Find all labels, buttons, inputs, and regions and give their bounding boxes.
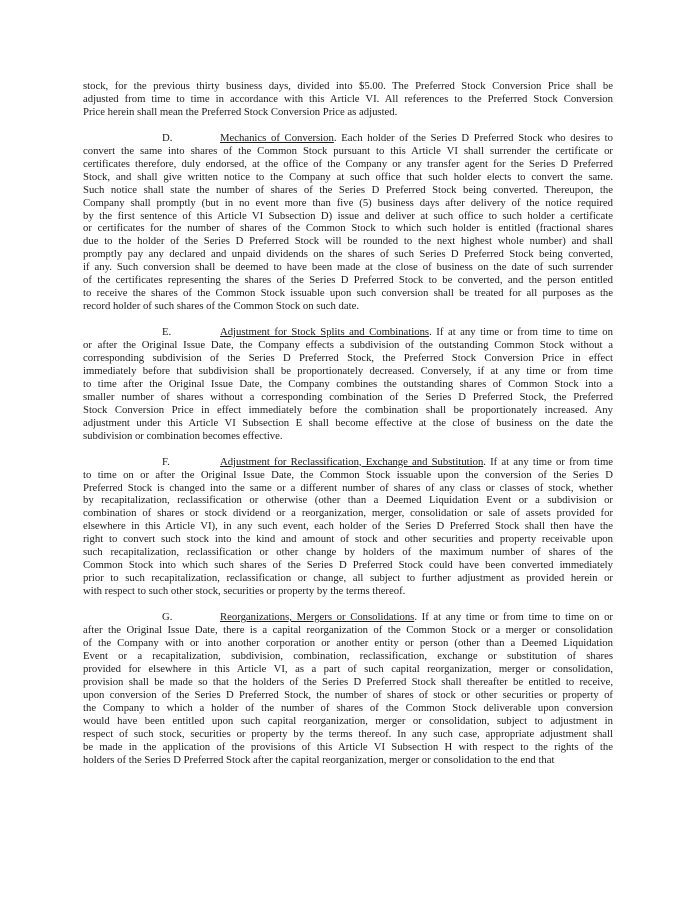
text-line: prior to such recapitalization, reclassification or change, all subject to further adjustment as provided herein or [83, 572, 613, 585]
document-body [83, 80, 613, 779]
paragraph-d [83, 132, 613, 313]
text-line: upon conversion of the Series D Preferred Stock, the number of shares of stock or other securities or property of [83, 688, 613, 701]
section-heading: Mechanics of Conversion [220, 131, 334, 144]
text-line: subdivision or combination becomes effective. [83, 429, 283, 442]
paragraph-f [83, 456, 613, 598]
text-line: or certificates for the number of shares of the Common Stock to which such holder is entitled (fractional shares [83, 222, 613, 235]
section-heading: Adjustment for Stock Splits and Combinations [220, 326, 430, 339]
text-line: such recapitalization, reclassification or other change by holders of the maximum number of shares of the [83, 546, 613, 559]
text-line: to time on or after the Original Issue Date, the Common Stock issuable upon the conversion of the Series D [83, 468, 613, 481]
text-line: provision shall be made so that the holders of the Series D Preferred Stock shall thereafter be entitled to receive, [83, 675, 613, 688]
text-line: due to the holder of the Series D Preferred Stock will be rounded to the next highest whole number) and shall [83, 235, 613, 248]
text-line: convert the same into shares of the Common Stock pursuant to this Article VI shall surrender the certificate or [83, 144, 613, 157]
text-line: Stock Conversion Price in effect immediately before the combination shall be proportionately increased. Any [83, 403, 613, 416]
section-letter: D. [162, 131, 173, 144]
paragraph-intro [83, 80, 613, 119]
paragraph-first-line [83, 326, 613, 339]
paragraph-e [83, 326, 613, 443]
text-line: promptly pay any declared and unpaid dividends on the shares of such Series D Preferred Stock being converted, [83, 248, 613, 261]
paragraph-first-line [83, 132, 613, 145]
text-line: with respect to such other stock, securities or property by the terms thereof. [83, 585, 406, 598]
text-line: be made in the application of the provisions of this Article VI Subsection H with respect to the rights of the [83, 740, 613, 753]
text-line: Event or a recapitalization, subdivision, combination, reclassification, exchange or substitution of shares [83, 649, 613, 662]
text-line: Preferred Stock is changed into the same or a different number of shares of any class or classes of stock, whether [83, 481, 613, 494]
text-line: immediately before that subdivision shall be proportionately decreased. Conversely, if at any time or from time [83, 364, 613, 377]
text-line: adjusted from time to time in accordance with this Article VI. All references to the Preferred Stock Conversion [83, 92, 613, 105]
text-line: if any. Such conversion shall be deemed to have been made at the close of business on the date of such surrender [83, 261, 613, 274]
text-line: Company shall promptly (but in no event more than five (5) business days after delivery of the notice required [83, 196, 613, 209]
text-line: combination of shares or stock dividend or a reorganization, merger, consolidation or sale of assets provided for [83, 507, 613, 520]
first-line-text: . If at any time or from time [483, 455, 614, 468]
text-line: to time after the Original Issue Date, the Company combines the outstanding shares of Common Stock into a [83, 377, 613, 390]
text-line: the Company to which a holder of the number of shares of the Common Stock deliverable upon conversion [83, 701, 613, 714]
text-line: Common Stock into which such shares of the Series D Preferred Stock could have been converted immediately [83, 559, 613, 572]
text-line: certificates therefore, duly endorsed, at the office of the Company or any transfer agent for the Series D Preferred [83, 157, 613, 170]
paragraph-first-line [83, 456, 613, 469]
text-line: of the Company with or into another corporation or another entity or person (other than a Deemed Liquidation [83, 636, 613, 649]
text-line: to receive the shares of the Common Stock issuable upon such conversion shall be treated for all purposes as the [83, 287, 613, 300]
text-line: right to convert such stock into the kind and amount of stock and other securities and property receivable upon [83, 533, 613, 546]
paragraph-first-line [83, 611, 613, 624]
section-letter: G. [162, 611, 173, 624]
first-line-text: . If at any time or from time to time on or [414, 611, 613, 624]
text-line: Price herein shall mean the Preferred Stock Conversion Price as adjusted. [83, 105, 398, 118]
text-line: respect of such stock, securities or property by the terms thereof. In any such case, appropriate adjustment shall [83, 727, 613, 740]
section-heading: Adjustment for Reclassification, Exchange and Substitution [220, 455, 484, 468]
text-line: stock, for the previous thirty business days, divided into $5.00. The Preferred Stock Conversion Price shall be [83, 80, 613, 92]
text-line: by the first sentence of this Article VI Subsection D) issue and deliver at such office to such holder a certificate [83, 209, 613, 222]
section-letter: E. [162, 326, 172, 339]
text-line: or after the Original Issue Date, the Company effects a subdivision of the outstanding Common Stock without a [83, 339, 613, 352]
section-heading: Reorganizations, Mergers or Consolidations [220, 611, 415, 624]
first-line-text: . If at any time or from time to time on [429, 326, 613, 339]
text-line: Stock, and shall give written notice to the Company at such office that such holder elects to convert the same. [83, 170, 613, 183]
text-line: adjustment under this Article VI Subsection E shall become effective at the close of business on the date the [83, 416, 613, 429]
first-line-text: . Each holder of the Series D Preferred Stock who desires to [333, 131, 613, 144]
text-line: record holder of such shares of the Common Stock on such date. [83, 300, 360, 313]
text-line: elsewhere in this Article VI), in any such event, each holder of the Series D Preferred Stock shall then have the [83, 520, 613, 533]
section-letter: F. [162, 455, 170, 468]
text-line: after the Original Issue Date, there is a capital reorganization of the Common Stock or a merger or consolidation [83, 623, 613, 636]
text-line: provided for elsewhere in this Article VI, as a part of such capital reorganization, merger or consolidation, [83, 662, 613, 675]
paragraph-g [83, 611, 613, 766]
text-line: smaller number of shares without a corresponding combination of the Series D Preferred Stock, the Preferred [83, 390, 613, 403]
text-line: Such notice shall state the number of shares of the Series D Preferred Stock being converted. Thereupon, the [83, 183, 613, 196]
text-line: by recapitalization, reclassification or otherwise (other than a Deemed Liquidation Event or a subdivision or [83, 494, 613, 507]
text-line: of the certificates representing the shares of the Series D Preferred Stock to be converted, and the person entitled [83, 274, 613, 287]
text-line: would have been entitled upon such capital reorganization, merger or consolidation, subject to adjustment in [83, 714, 613, 727]
text-line: corresponding subdivision of the Series D Preferred Stock, the Preferred Stock Conversion Price in effect [83, 351, 613, 364]
text-line: holders of the Series D Preferred Stock after the capital reorganization, merger or consolidation to the end that [83, 753, 555, 766]
